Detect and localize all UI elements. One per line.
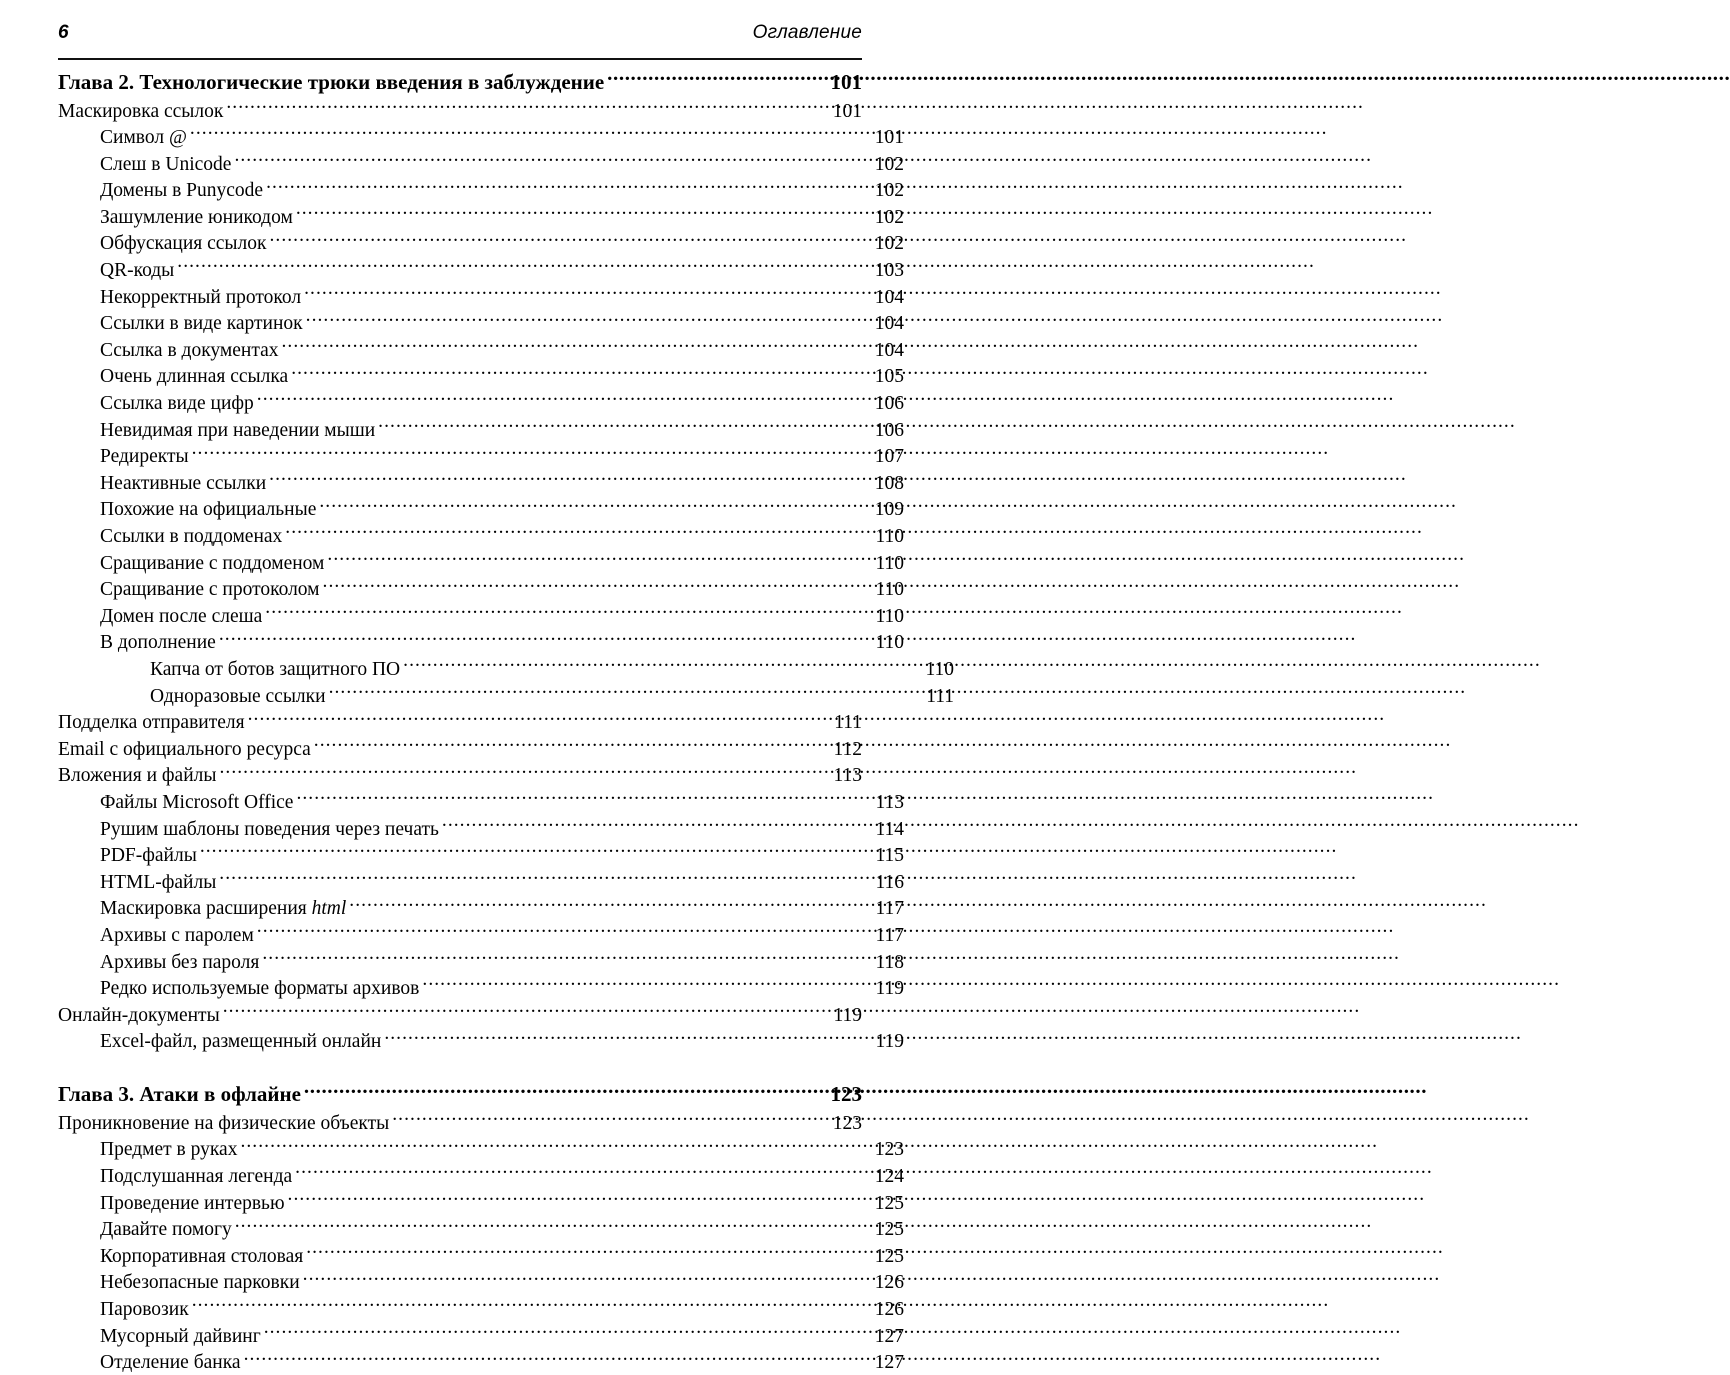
toc-leader-dots: [226, 97, 824, 117]
toc-entry-page-number: 106: [874, 419, 904, 441]
toc-entry-page-number: 114: [875, 818, 904, 840]
toc-entry-page-number: 123: [874, 1139, 904, 1161]
toc-leader-dots: [304, 1080, 820, 1101]
toc-leader-dots: [266, 177, 866, 197]
toc-entry[interactable]: [58, 1349, 904, 1375]
toc-entry-page-number: 110: [875, 526, 904, 547]
toc-entry-page-number: 104: [874, 313, 904, 335]
toc-entry-page-number: 107: [874, 446, 904, 468]
toc-leader-dots: [392, 1109, 824, 1129]
toc-entry-label: Предмет в руках: [100, 1139, 238, 1161]
toc-entry-label: PDF-файлы: [100, 845, 197, 867]
running-head-title: Оглавление: [752, 22, 862, 43]
toc-entry-page-number: 125: [874, 1245, 904, 1267]
toc-entry-label: Невидимая при наведении мыши: [100, 419, 376, 441]
toc-leader-dots: [240, 1136, 866, 1156]
toc-leader-dots: [303, 1269, 866, 1289]
toc-entry-label: Символ @: [100, 127, 187, 149]
toc-leader-dots: [291, 363, 866, 383]
toc-entry[interactable]: [58, 1028, 904, 1055]
toc-entry-page-number: 117: [875, 898, 904, 920]
toc-leader-dots: [257, 390, 866, 410]
toc-leader-dots: [314, 735, 824, 755]
toc-entry-page-number: 105: [874, 366, 904, 388]
toc-entry-page-number: 115: [875, 845, 904, 867]
toc-entry-label: Корпоративная столовая: [100, 1245, 304, 1267]
toc-entry-label: Зашумление юникодом: [100, 206, 293, 228]
toc-entry-label: Неактивные ссылки: [100, 472, 267, 494]
toc-entry-page-number: 102: [874, 206, 904, 228]
toc-entry-page-number: 118: [875, 951, 904, 973]
toc-entry-label: Мусорный дайвинг: [100, 1325, 261, 1347]
toc-entry-label: Давайте помогу: [100, 1219, 232, 1241]
toc-entry-label: Ссылки в виде картинок: [100, 313, 303, 335]
toc-entry-page-number: 101: [830, 70, 862, 94]
toc-entry-page-number: 108: [874, 472, 904, 494]
toc-leader-dots: [177, 257, 866, 277]
toc-entry-label: HTML-файлы: [100, 871, 217, 893]
toc-entry-label: Обфускация ссылок: [100, 233, 267, 255]
toc-leader-dots: [262, 948, 866, 968]
toc-entry-page-number: 110: [875, 552, 904, 574]
toc-entry-label: Ссылка виде цифр: [100, 393, 254, 415]
toc-entry-page-number: 123: [832, 1112, 862, 1134]
toc-entry-label: QR-коды: [100, 260, 175, 282]
toc-leader-dots: [257, 921, 866, 941]
toc-leader-dots: [248, 709, 824, 729]
toc-entry-label: Небезопасные парковки: [100, 1272, 300, 1294]
toc-entry-label: Онлайн-документы: [58, 1004, 220, 1026]
toc-leader-dots: [306, 310, 866, 330]
toc-leader-dots: [323, 576, 866, 596]
toc-entry-label: Некорректный протокол: [100, 286, 302, 308]
toc-leader-dots: [349, 895, 866, 915]
toc-entry-page-number: 103: [874, 260, 904, 282]
toc-entry-label: Редиректы: [100, 446, 189, 468]
toc-entry-label: Паровозик: [100, 1299, 189, 1321]
toc-leader-dots: [296, 788, 866, 808]
toc-leader-dots: [192, 1296, 866, 1316]
toc-entry-page-number: 124: [874, 1166, 904, 1188]
toc-entry-label: Архивы без пароля: [100, 951, 260, 973]
toc-leader-dots: [244, 1349, 866, 1369]
toc-entry-page-number: 119: [833, 1004, 862, 1026]
toc-entry-page-number: 110: [925, 658, 954, 680]
toc-entry-page-number: 123: [830, 1082, 862, 1107]
toc-entry-page-number: 111: [834, 712, 862, 734]
toc-leader-dots: [281, 336, 866, 356]
toc-entry-label: Excel-файл, размещенный онлайн: [100, 1031, 382, 1053]
toc-entry-page-number: 112: [833, 738, 862, 760]
toc-entry-page-number: 102: [874, 233, 904, 255]
toc-entry-page-number: 119: [875, 1031, 904, 1053]
toc-entry-page-number: 125: [874, 1192, 904, 1214]
toc-entry-page-number: 127: [874, 1325, 904, 1347]
toc-leader-dots: [200, 842, 866, 862]
toc-entry-page-number: 117: [875, 924, 904, 946]
toc-entry-label: Ссылка в документах: [100, 339, 279, 361]
toc-entry-label: Сращивание с протоколом: [100, 579, 320, 601]
toc-entry-label: Подслушанная легенда: [100, 1166, 293, 1188]
toc-entry-label: Маскировка расширения html: [100, 898, 347, 920]
toc-leader-dots: [403, 655, 916, 675]
toc-entry-label-emphasis: html: [311, 898, 347, 920]
toc-entry-page-number: 109: [874, 499, 904, 521]
toc-entry-label: Рушим шаблоны поведения через печать: [100, 818, 439, 840]
toc-leader-dots: [295, 1163, 866, 1183]
toc-leader-dots: [378, 416, 866, 436]
toc-leader-dots: [607, 68, 820, 89]
toc-entry-label: Слеш в Unicode: [100, 153, 232, 175]
toc-entry-page-number: 101: [832, 100, 862, 122]
toc-entry-page-number: 110: [875, 605, 904, 627]
toc-leader-dots: [269, 230, 866, 250]
toc-entry-label: Капча от ботов защитного ПО: [150, 658, 401, 680]
toc-entry-label: В дополнение: [100, 632, 216, 654]
toc-leader-dots: [219, 629, 866, 649]
toc-leader-dots: [319, 496, 866, 516]
toc-leader-dots: [234, 150, 866, 170]
toc-entry-label: Маскировка ссылок: [58, 100, 224, 122]
toc-entry-label: Ссылки в поддоменах: [100, 526, 283, 547]
toc-leader-dots: [384, 1028, 866, 1048]
toc-leader-dots: [192, 443, 866, 463]
toc-entry-page-number: 104: [874, 286, 904, 308]
toc-entry-page-number: 126: [874, 1272, 904, 1294]
toc-entry-label: Вложения и файлы: [58, 765, 217, 787]
toc-leader-dots: [219, 762, 824, 782]
toc-entry-page-number: 101: [874, 127, 904, 149]
toc-entry-page-number: 110: [875, 632, 904, 654]
toc-entry-label: Глава 3. Атаки в офлайне: [58, 1082, 301, 1107]
toc-entry-label: Редко используемые форматы архивов: [100, 978, 420, 1000]
toc-entry-label: Подделка отправителя: [58, 712, 245, 734]
toc-entry-page-number: 104: [874, 339, 904, 361]
toc-entry-label: Email с официального ресурса: [58, 738, 311, 760]
toc-entry-page-number: 106: [874, 393, 904, 415]
table-of-contents: [58, 68, 954, 1375]
toc-leader-dots: [285, 523, 866, 543]
toc-entry-page-number: 126: [874, 1299, 904, 1321]
toc-entry-page-number: 111: [926, 685, 954, 707]
toc-leader-dots: [265, 602, 866, 622]
toc-leader-dots: [190, 124, 866, 144]
toc-leader-dots: [269, 469, 866, 489]
toc-entry-label: Домен после слеша: [100, 605, 263, 627]
toc-entry-label: Сращивание с поддоменом: [100, 552, 325, 574]
toc-leader-dots: [306, 1242, 866, 1262]
page-folio-number: 6: [58, 22, 69, 43]
toc-entry-label: Похожие на официальные: [100, 499, 317, 521]
running-head: [58, 22, 862, 60]
toc-entry-label: Глава 2. Технологические трюки введения в заблуждение: [58, 70, 605, 94]
toc-entry-page-number: 113: [833, 765, 862, 787]
toc-entry-page-number: 110: [875, 579, 904, 601]
toc-entry-page-number: 116: [875, 871, 904, 893]
toc-leader-dots: [223, 1001, 824, 1021]
toc-leader-dots: [296, 203, 866, 223]
toc-entry-label: Архивы с паролем: [100, 924, 254, 946]
toc-entry-page-number: 102: [874, 180, 904, 202]
toc-entry-label: Одноразовые ссылки: [150, 685, 326, 707]
toc-leader-dots: [288, 1189, 866, 1209]
toc-leader-dots: [442, 815, 866, 835]
toc-entry-label: Проведение интервью: [100, 1192, 285, 1214]
toc-leader-dots: [235, 1216, 866, 1236]
toc-leader-dots: [304, 283, 866, 303]
toc-leader-dots: [327, 549, 866, 569]
toc-entry-label: Проникновение на физические объекты: [58, 1112, 390, 1134]
toc-entry-page-number: 102: [874, 153, 904, 175]
toc-entry-label: Очень длинная ссылка: [100, 366, 289, 388]
toc-entry-page-number: 119: [875, 978, 904, 1000]
toc-entry-label: Файлы Microsoft Office: [100, 791, 294, 813]
toc-entry-label: Отделение банка: [100, 1352, 241, 1374]
toc-entry-page-number: 113: [875, 791, 904, 813]
toc-entry-page-number: 127: [874, 1352, 904, 1374]
toc-leader-dots: [219, 868, 866, 888]
toc-leader-dots: [264, 1322, 866, 1342]
toc-entry-page-number: 125: [874, 1219, 904, 1241]
toc-entry-label: Домены в Punycode: [100, 180, 264, 202]
toc-leader-dots: [329, 682, 916, 702]
toc-leader-dots: [422, 975, 866, 995]
